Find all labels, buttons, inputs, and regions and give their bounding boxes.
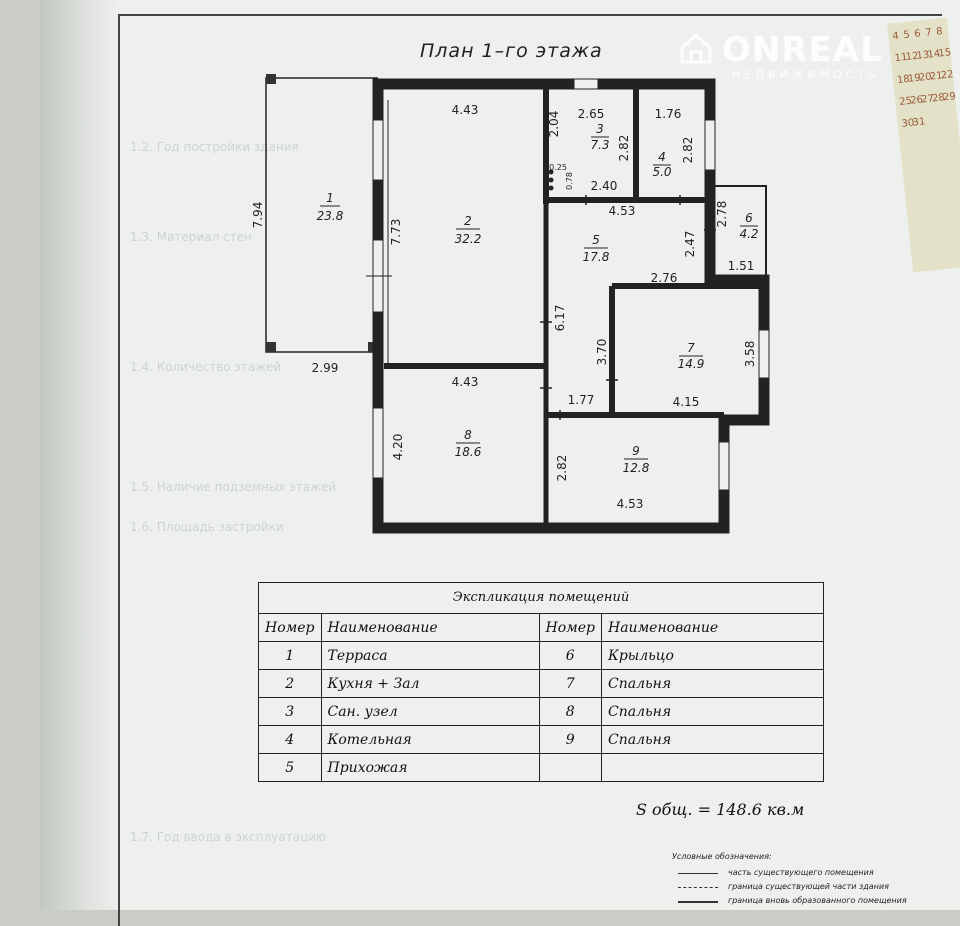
dim-hall-height: 6.17 [553,304,567,332]
room-name-cell [602,754,824,782]
niche-dot [549,178,553,182]
room-area: 7.3 [590,138,610,152]
rooms-table [258,613,824,782]
room-area: 17.8 [582,250,610,264]
dim-wc-right: 2.82 [617,134,631,162]
col-header-number: Номер [259,614,322,642]
legend-line-dashed [678,887,718,888]
dim-bedroom9-width: 4.53 [616,497,644,511]
legend-title-text: Условные обозначения: [672,852,772,861]
calendar-day: 18 [896,73,911,87]
room-number: 8 [464,428,472,442]
dim-niche-height: 0.78 [565,172,574,190]
dim-wc-bottom: 2.40 [590,179,618,193]
legend-item [672,880,889,894]
niche-dot [549,186,553,190]
room-area: 14.9 [677,357,705,371]
dim-terrace-bottom: 2.99 [311,361,339,375]
dim-wc-left: 2.04 [547,110,561,138]
calendar-day: 12 [905,50,919,64]
calendar-day: 14 [927,48,941,61]
calendar-day: 4 [891,30,900,43]
legend-item-text: граница вновь образованного помещения [728,896,907,905]
room-name-cell: Спальня [602,698,824,726]
calendar-day: 26 [909,94,924,107]
dim-hall-right-height: 2.47 [683,230,697,258]
terrace-post [266,342,276,352]
window [759,330,769,378]
room-number-cell: 2 [259,670,322,698]
room-number: 7 [687,341,695,355]
room-name-cell: Спальня [602,670,824,698]
legend-item-text: граница существующей части здания [728,882,889,891]
dim-hall-right: 2.76 [650,271,678,285]
dim-niche-width: 0.25 [549,163,567,172]
table-row [259,754,824,782]
room-name-cell: Кухня + Зал [321,670,539,698]
dim-wc-top: 2.65 [577,107,605,121]
watermark-subtitle: НЕДВИЖИМОСТЬ [732,68,880,81]
legend [672,852,907,908]
calendar-day: 31 [912,116,926,129]
watermark-brand: ONREAL [722,30,883,70]
room-area: 32.2 [454,232,482,246]
room-number-cell: 1 [259,642,322,670]
window [574,79,598,89]
legend-item [672,894,907,908]
window [373,408,383,478]
room-number: 9 [632,444,640,458]
dim-porch-height: 2.78 [715,200,729,228]
background-form-line: 1.6. Площадь застройки [130,520,284,534]
room-number-cell: 8 [539,698,602,726]
terrace-post [266,74,276,84]
plan-title: План 1–го этажа [420,40,603,62]
calendar-day: 8 [935,26,944,38]
dim-terrace-height: 7.94 [251,201,265,229]
room-area: 18.6 [454,445,482,459]
background-form-line: 1.7. Год ввода в эксплуатацию [130,830,327,844]
room-number: 2 [464,214,472,228]
room-name-cell: Терраса [321,642,539,670]
window [719,442,729,490]
calendar-day: 29 [942,91,957,104]
room-name-cell: Спальня [602,726,824,754]
room-number: 4 [658,150,666,164]
table-row [259,642,824,670]
calendar-day: 20 [918,71,933,84]
room-number-cell: 5 [259,754,322,782]
room-area: 23.8 [316,209,344,223]
dim-kitchen-height: 7.73 [389,218,403,246]
background-form-line: 1.5. Наличие подземных этажей [130,480,337,494]
room-number-cell [539,754,602,782]
dim-kitchen-top: 4.43 [451,103,479,117]
window [373,120,383,180]
col-header-number: Номер [539,614,602,642]
table-row [259,670,824,698]
total-area: S общ. = 148.6 кв.м [636,800,805,819]
background-form-line: 1.3. Материал стен [130,230,252,244]
explication-caption: Экспликация помещений [258,582,824,613]
explication-table [258,582,824,782]
dim-bedroom8-width: 4.43 [451,375,479,389]
col-header-name: Наименование [321,614,539,642]
room-area: 12.8 [622,461,650,475]
col-header-name: Наименование [602,614,824,642]
table-row [259,726,824,754]
room-area: 4.2 [739,227,759,241]
dim-bedroom8-height: 4.20 [391,433,405,461]
dim-porch-width: 1.51 [727,259,755,273]
calendar-day: 11 [894,51,909,65]
room-name-cell: Прихожая [321,754,539,782]
dim-bedroom7-inner-height: 3.70 [595,338,609,366]
calendar-day: 22 [940,69,955,82]
calendar-day: 27 [920,93,935,106]
calendar-day: 7 [924,27,933,39]
room-number: 1 [326,191,334,205]
background-form-line: 1.4. Количество этажей [130,360,282,374]
room-number-cell: 7 [539,670,602,698]
room-number-cell: 6 [539,642,602,670]
calendar-day: 5 [902,29,911,42]
room-number: 3 [596,122,604,136]
dim-bedroom7-width: 4.15 [672,395,700,409]
room-name-cell: Котельная [321,726,539,754]
dim-boiler-height: 2.82 [681,136,695,164]
legend-item [672,866,874,880]
legend-title [672,852,772,866]
dim-bedroom9-height: 2.82 [555,454,569,482]
legend-line-bold [678,901,718,903]
calendar-day: 13 [916,49,930,62]
calendar-day: 15 [937,47,952,60]
room-area: 5.0 [652,165,672,179]
room-number: 6 [745,211,753,225]
calendar-day: 28 [931,92,946,105]
window [705,120,715,170]
legend-line-solid [678,873,718,874]
dim-boiler-top: 1.76 [654,107,682,121]
calendar-day: 21 [929,70,944,83]
room-name-cell: Крыльцо [602,642,824,670]
calendar-day: 6 [913,28,922,40]
table-row [259,698,824,726]
dim-hall-top: 4.53 [608,204,636,218]
background-form-line: 1.2. Год постройки здания [130,140,299,154]
dim-bedroom7-height: 3.58 [743,340,757,368]
room-number-cell: 4 [259,726,322,754]
legend-item-text: часть существующего помещения [728,868,874,877]
room-name-cell: Сан. узел [321,698,539,726]
room-number-cell: 3 [259,698,322,726]
room-number-cell: 9 [539,726,602,754]
table-header-row [259,614,824,642]
calendar-day: 30 [901,117,915,130]
dim-hall-bottom: 1.77 [567,393,595,407]
room-number: 5 [592,233,600,247]
calendar-day: 19 [907,72,922,85]
calendar-day: 25 [898,95,913,108]
